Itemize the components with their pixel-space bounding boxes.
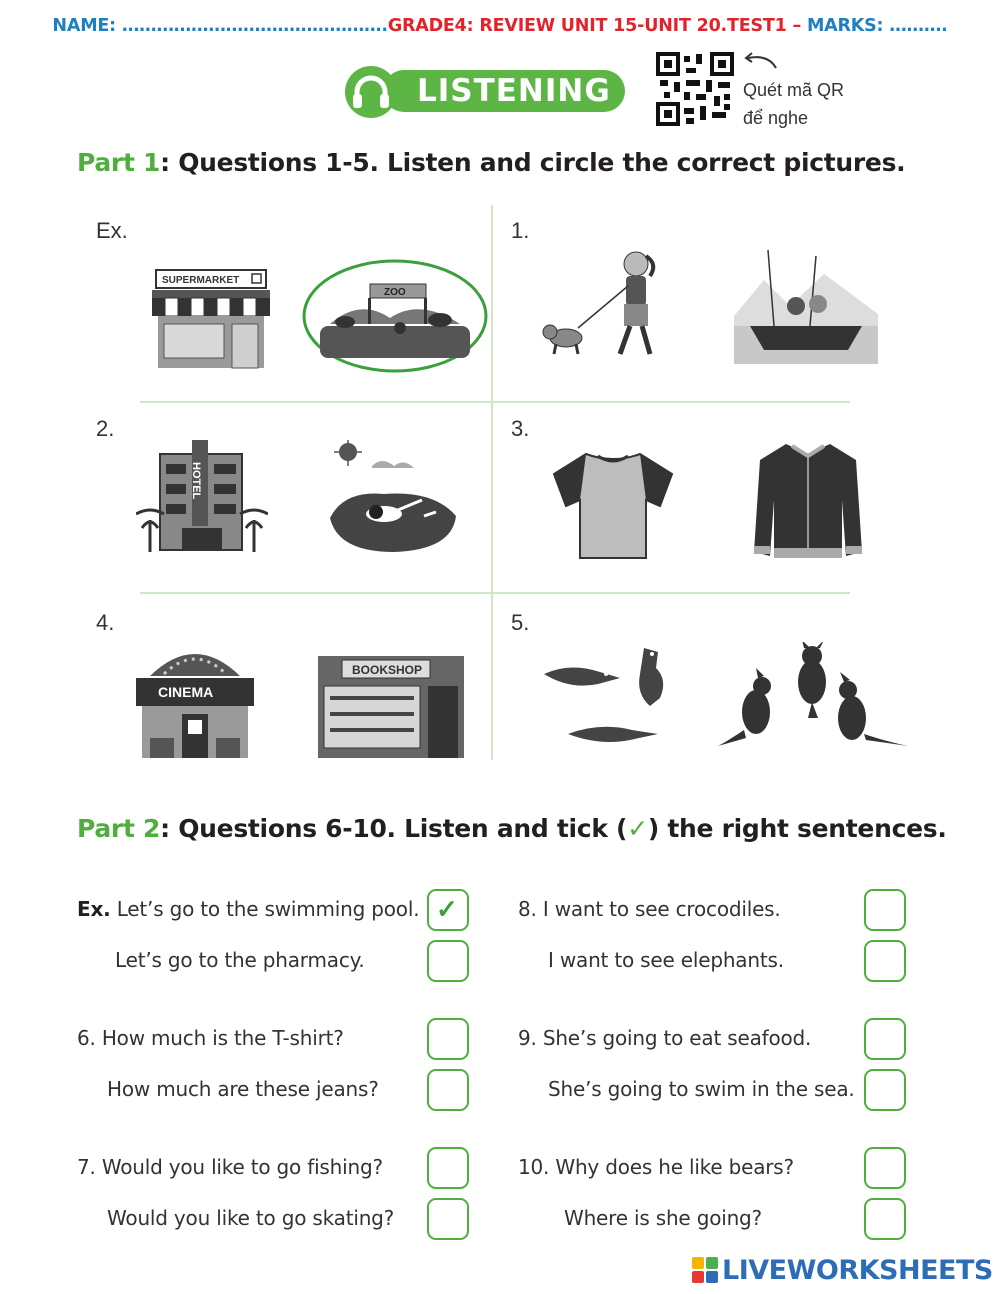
question-number: 3. [511,416,530,441]
sentence-ex-a: Ex. Let’s go to the swimming pool. [77,897,420,921]
supermarket-picture[interactable] [148,266,274,370]
worksheet-title: GRADE4: REVIEW UNIT 15-UNIT 20.TEST1 – [387,16,802,36]
tick-box-9-a[interactable] [864,1018,906,1060]
fishing-boat-picture[interactable] [734,246,878,364]
hotel-picture[interactable] [136,436,268,566]
worksheet-header [0,16,1000,36]
tick-box-ex-a[interactable] [427,889,469,931]
t-shirt-picture[interactable] [550,448,676,560]
girl-walking-dog-picture[interactable] [538,246,664,364]
grid-divider-vertical [491,205,493,760]
tick-icon: ✓ [627,814,648,843]
qr-caption-line2: để nghe [743,108,809,128]
part1-heading [77,148,905,177]
question-number: Ex. [96,218,128,243]
tick-box-7-a[interactable] [427,1147,469,1189]
sentence-9-a: 9. She’s going to eat seafood. [518,1026,812,1050]
sentence-8-b: I want to see elephants. [548,948,784,972]
hotel-sign: HOTEL [190,462,202,500]
listening-badge [343,64,625,116]
crocodiles-picture[interactable] [540,644,690,748]
cinema-picture[interactable] [136,638,254,760]
bookshop-picture[interactable] [318,656,464,758]
tick-box-7-b[interactable] [427,1198,469,1240]
part1-label: Part 1 [77,148,161,177]
sentence-7-a: 7. Would you like to go fishing? [77,1155,383,1179]
question-number: 4. [96,610,115,635]
listening-label: LISTENING [417,73,611,109]
part2-instruction-start: : Questions 6-10. Listen and tick ( [160,814,628,843]
tick-box-10-a[interactable] [864,1147,906,1189]
bookshop-sign: BOOKSHOP [352,663,423,677]
jacket-picture[interactable] [752,440,864,568]
tick-box-8-b[interactable] [864,940,906,982]
checkmark-icon: ✓ [436,894,458,924]
tick-box-9-b[interactable] [864,1069,906,1111]
sentence-10-b: Where is she going? [564,1206,762,1230]
sentence-6-b: How much are these jeans? [107,1077,379,1101]
swimming-picture[interactable] [324,440,464,558]
part2-instruction-end: ) the right sentences. [647,814,947,843]
liveworksheets-logo[interactable] [692,1253,993,1287]
sentence-ex-b: Let’s go to the pharmacy. [115,948,365,972]
kangaroos-picture[interactable] [716,642,910,750]
part2-heading [77,814,947,843]
sentence-6-a: 6. How much is the T-shirt? [77,1026,344,1050]
liveworksheets-logo-text: LIVEWORKSHEETS [722,1254,993,1286]
grid-divider-horizontal [140,401,850,403]
qr-code-icon[interactable] [656,52,734,126]
grid-divider-horizontal [140,592,850,594]
part1-instruction: : Questions 1-5. Listen and circle the correct pictures. [160,148,906,177]
part2-label: Part 2 [77,814,161,843]
tick-box-6-a[interactable] [427,1018,469,1060]
question-number: 2. [96,416,115,441]
headphones-icon [343,64,403,120]
tick-box-8-a[interactable] [864,889,906,931]
zoo-sign: ZOO [384,287,406,298]
cinema-sign: CINEMA [158,684,214,700]
name-field[interactable]: NAME: ………………………………………. [52,16,388,36]
sentence-8-a: 8. I want to see crocodiles. [518,897,781,921]
sentence-7-b: Would you like to go skating? [107,1206,395,1230]
sentence-10-a: 10. Why does he like bears? [518,1155,794,1179]
tick-box-10-b[interactable] [864,1198,906,1240]
qr-caption [743,76,844,132]
marks-field[interactable]: MARKS: ………. [801,16,948,36]
tick-box-6-b[interactable] [427,1069,469,1111]
supermarket-sign: SUPERMARKET [162,275,240,286]
tick-box-ex-b[interactable] [427,940,469,982]
example-label: Ex. [77,897,111,921]
question-number: 5. [511,610,530,635]
sentence-9-b: She’s going to swim in the sea. [548,1077,855,1101]
curved-arrow-icon [740,50,780,72]
qr-caption-line1: Quét mã QR [743,80,845,100]
liveworksheets-logo-icon [692,1257,718,1283]
question-number: 1. [511,218,530,243]
zoo-picture[interactable] [300,258,490,374]
